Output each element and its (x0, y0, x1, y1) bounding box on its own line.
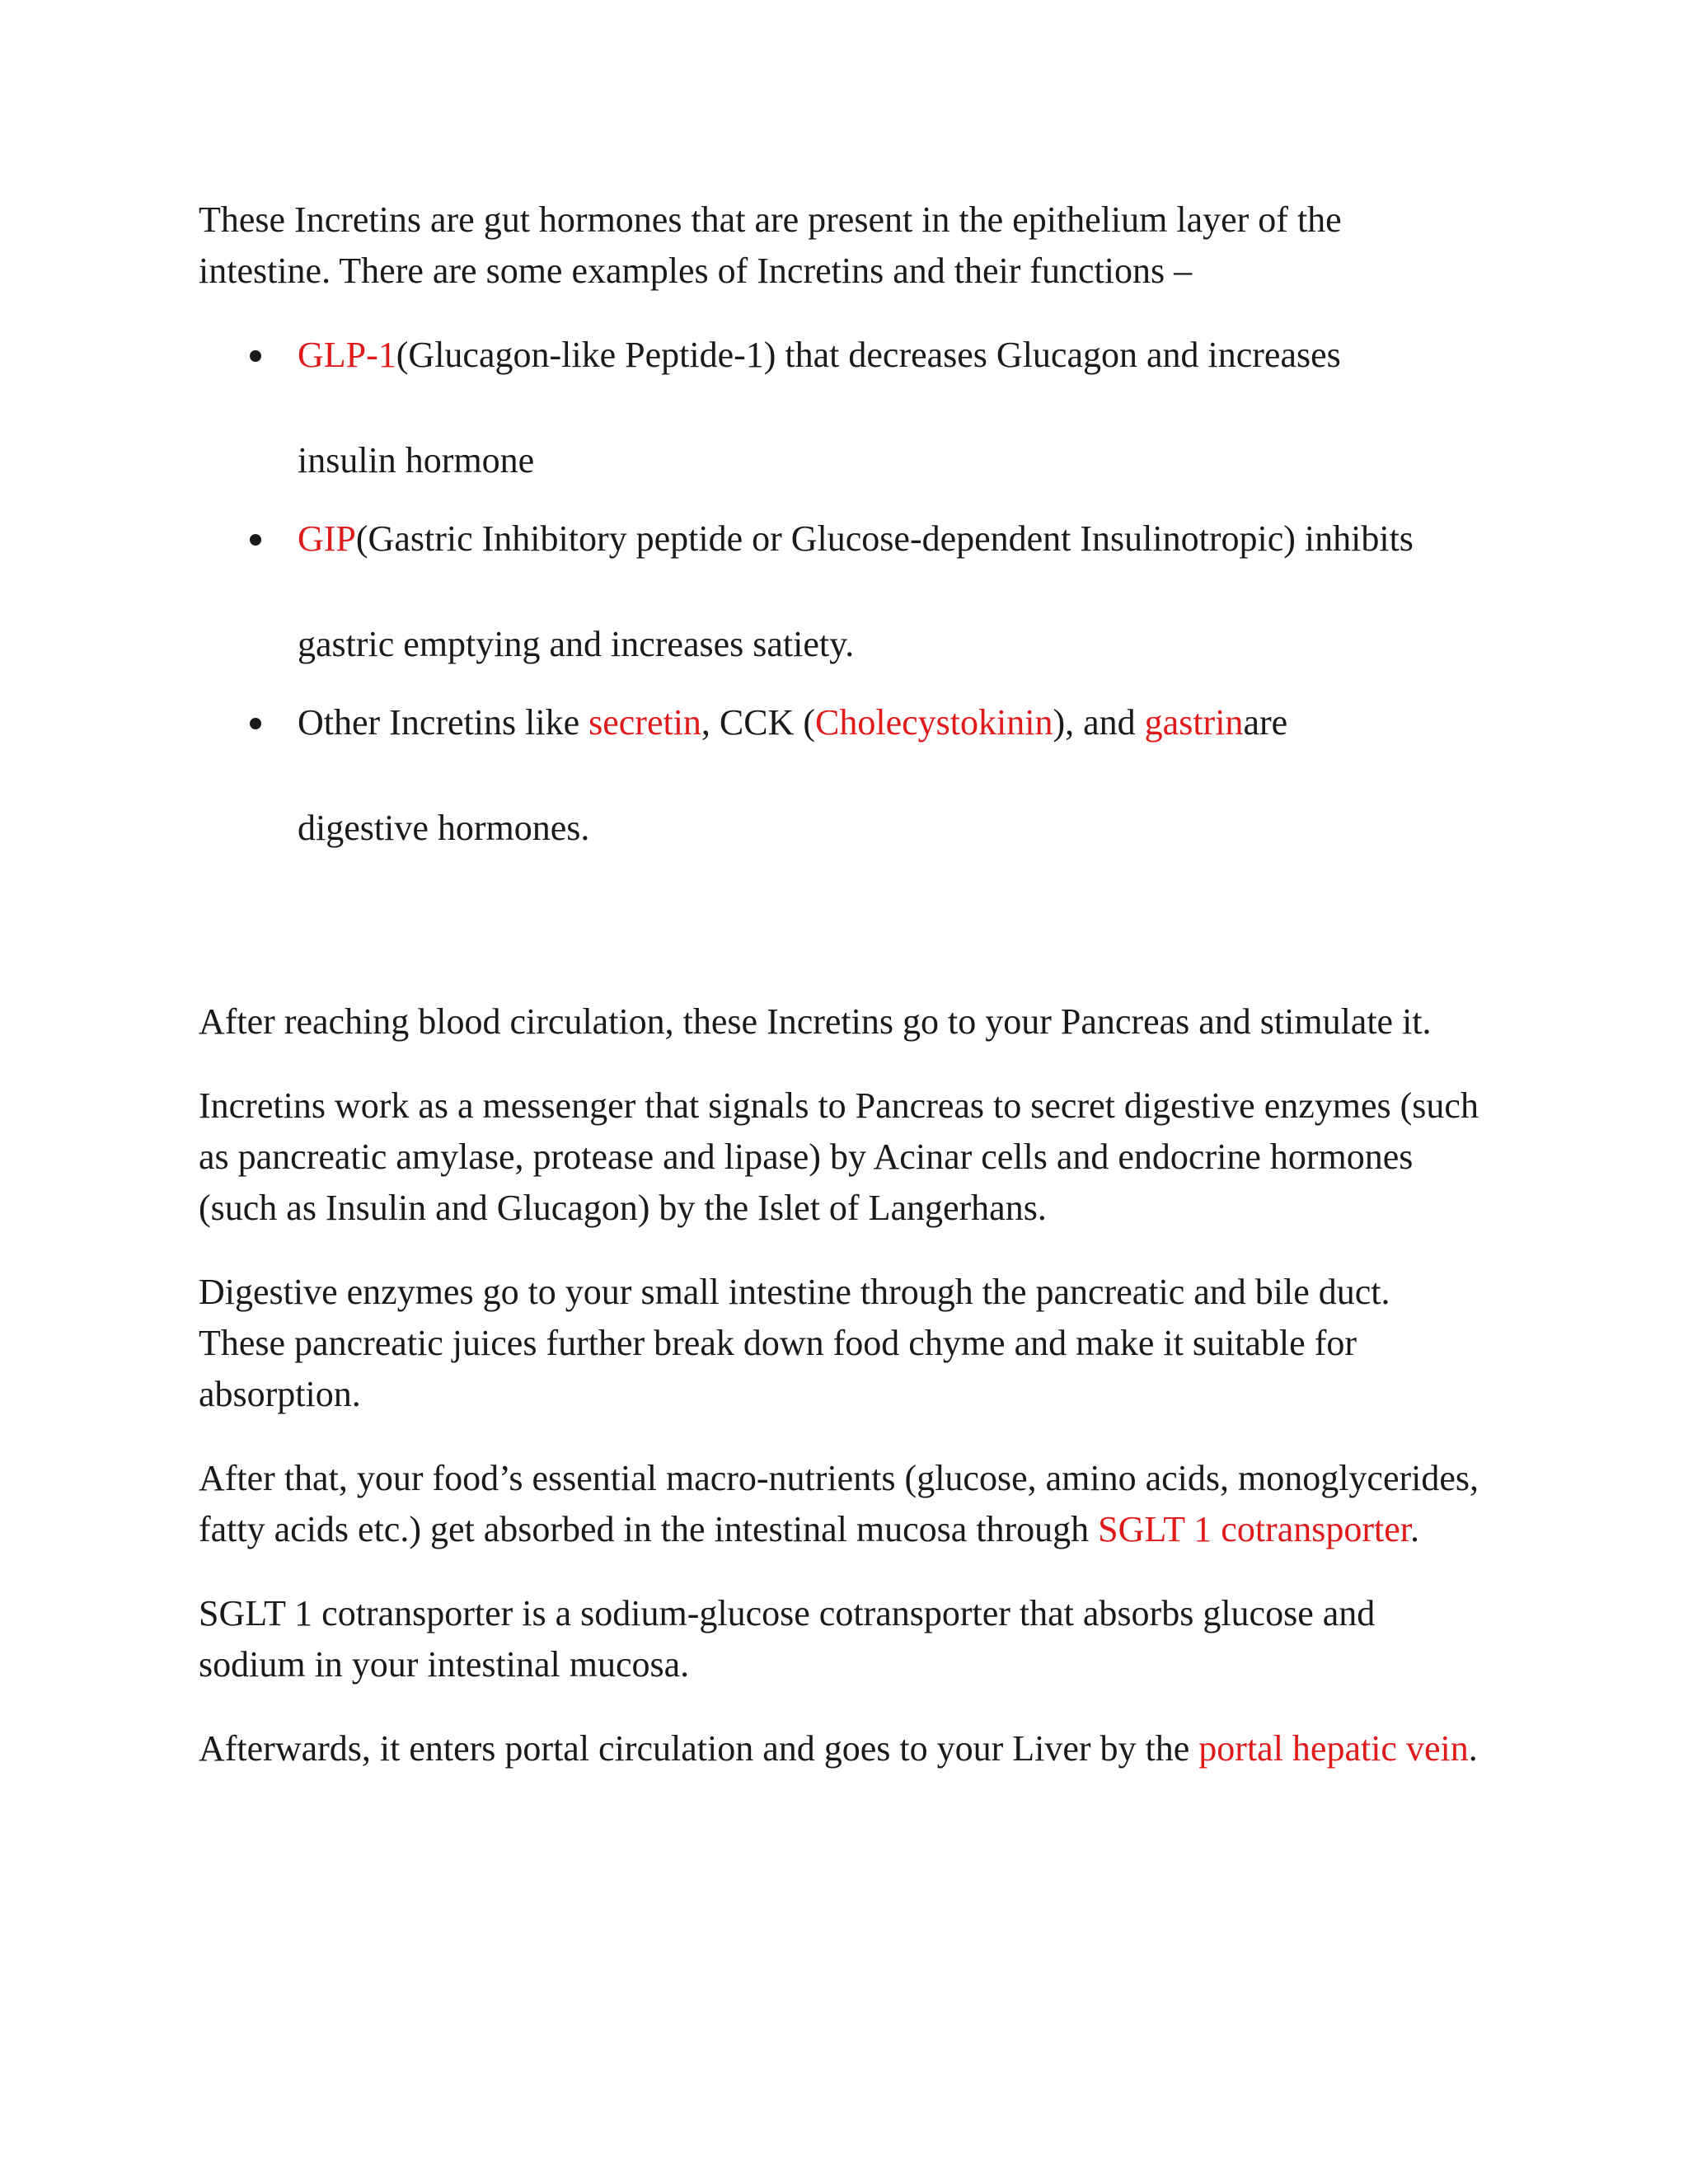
paragraph-portal (199, 1723, 1484, 1774)
list-item-text: Other Incretins like (298, 702, 589, 743)
list-item-text-cont: insulin hormone (298, 440, 535, 480)
paragraph-digestive-enzymes: Digestive enzymes go to your small intestine through the pancreatic and bile duct. These pancreatic juices further break down food chyme and make it suitable for absorption. (199, 1272, 1390, 1414)
bullet-icon (250, 534, 261, 546)
paragraph-text: After that, your food’s essential macro-nutrients (glucose, amino acids, monoglycerides, fatty acids etc.) get absorbed in the intestinal mucosa through (199, 1458, 1479, 1549)
paragraph-absorption (199, 1453, 1484, 1555)
paragraph-messenger: Incretins work as a messenger that signals to Pancreas to secret digestive enzymes (such as pancreatic amylase, protease and lipase) by Acinar cells and endocrine hormones (such as Insulin and Glucagon) by the Islet of Langerhans. (199, 1085, 1479, 1228)
list-item-text: , CCK ( (701, 702, 816, 743)
term-portal-hepatic-vein-link[interactable]: portal hepatic vein (1198, 1728, 1469, 1769)
list-item (199, 670, 1517, 881)
paragraph-text: . (1468, 1728, 1478, 1769)
intro-paragraph (199, 194, 1517, 297)
paragraph-text: . (1410, 1509, 1419, 1549)
bullet-icon (250, 718, 261, 729)
paragraph-circulation: After reaching blood circulation, these Incretins go to your Pancreas and stimulate it. (199, 1001, 1432, 1042)
paragraph-text: Afterwards, it enters portal circulation and goes to your Liver by the (199, 1728, 1199, 1769)
term-gip: GIP (298, 518, 356, 559)
list-item-text-cont: digestive hormones. (298, 808, 590, 848)
list-item-text: ), and (1053, 702, 1145, 743)
list-item-text: (Gastric Inhibitory peptide or Glucose-dependent Insulinotropic) inhibits (355, 518, 1414, 559)
list-item (199, 302, 1517, 513)
list-item-text: are (1243, 702, 1288, 743)
list-item-text: (Glucagon-like Peptide-1) that decreases Glucagon and increases (396, 335, 1341, 375)
term-sglt1-link[interactable]: SGLT 1 cotransporter (1098, 1509, 1410, 1549)
incretin-list (199, 302, 1517, 881)
paragraph-sglt1: SGLT 1 cotransporter is a sodium-glucose cotransporter that absorbs glucose and sodium in your intestinal mucosa. (199, 1593, 1376, 1685)
bullet-icon (250, 350, 261, 362)
body-paragraphs (199, 996, 1517, 1774)
term-cholecystokinin: Cholecystokinin (815, 702, 1053, 743)
intro-line-1: These Incretins are gut hormones that are present in the epithelium layer of the (199, 199, 1342, 240)
list-item (199, 486, 1517, 697)
term-glp1: GLP-1 (298, 335, 396, 375)
document-content (199, 194, 1517, 1807)
term-secretin: secretin (588, 702, 701, 743)
list-item-text-cont: gastric emptying and increases satiety. (298, 624, 855, 664)
intro-line-2: intestine. There are some examples of Incretins and their functions – (199, 251, 1193, 291)
term-gastrin: gastrin (1144, 702, 1244, 743)
